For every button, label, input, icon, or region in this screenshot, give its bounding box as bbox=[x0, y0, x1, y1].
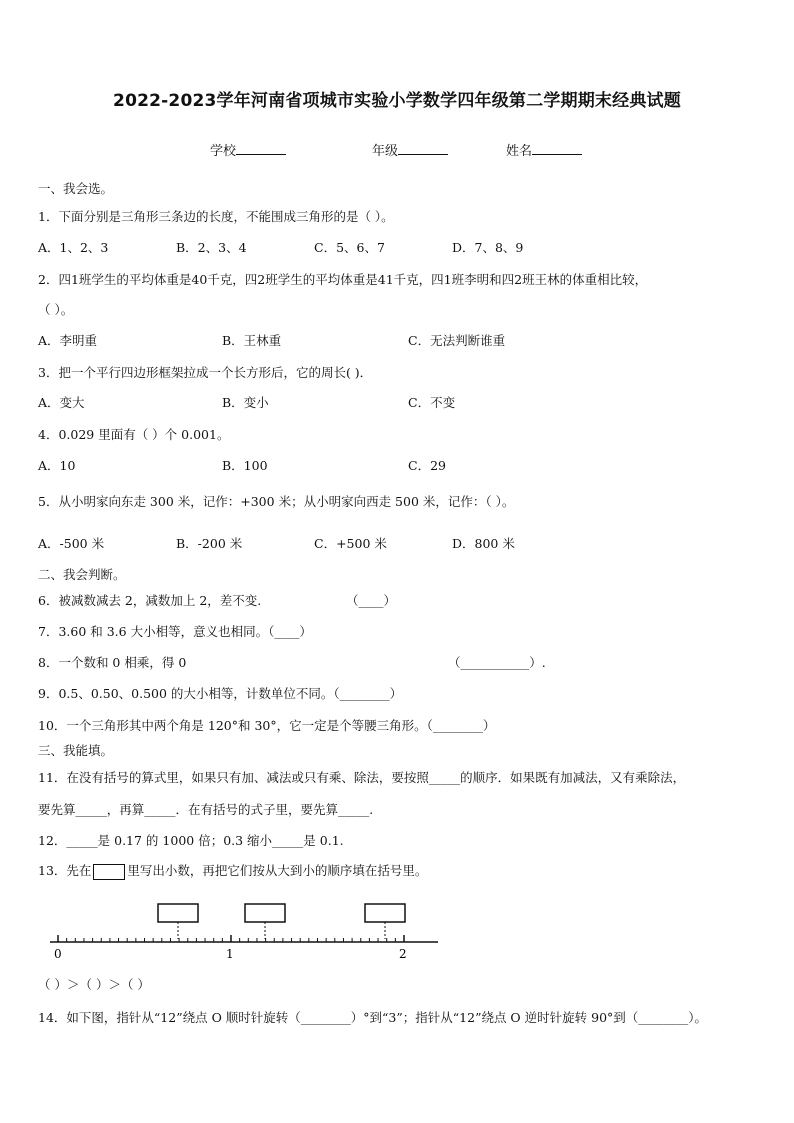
question-3: 3．把一个平行四边形框架拉成一个长方形后，它的周长( )． bbox=[38, 365, 373, 380]
question-6: 6．被减数减去 2，减数加上 2，差不变. bbox=[38, 593, 262, 608]
q1-option-c[interactable]: C．5、6、7 bbox=[314, 240, 385, 255]
q5-option-d[interactable]: D．800 米 bbox=[452, 536, 515, 551]
q3-option-b[interactable]: B．变小 bbox=[222, 395, 269, 410]
q4-option-c[interactable]: C．29 bbox=[408, 458, 446, 473]
grade-blank[interactable] bbox=[398, 141, 448, 155]
q4-option-a[interactable]: A．10 bbox=[38, 458, 76, 473]
number-line bbox=[50, 935, 438, 942]
q2-option-c[interactable]: C．无法判断谁重 bbox=[408, 333, 506, 348]
tick-label-2: 2 bbox=[399, 947, 407, 961]
tick-label-0: 0 bbox=[54, 947, 62, 961]
question-7: 7．3.60 和 3.6 大小相等，意义也相同。（____） bbox=[38, 624, 312, 639]
name-label: 姓名 bbox=[506, 144, 533, 159]
question-14: 14．如下图，指针从“12”绕点 O 顺时针旋转（________）°到“3”；指针从“12”绕点 O 逆时针旋转 90°到（________）。 bbox=[38, 1010, 708, 1025]
school-label: 学校 bbox=[210, 144, 237, 159]
q13-text-pre: 13．先在 bbox=[38, 863, 92, 878]
question-11-line-1: 11．在没有括号的算式里，如果只有加、减法或只有乘、除法，要按照_____的顺序．如果既有加减法，又有乘除法， bbox=[38, 770, 686, 785]
question-2-paren: （ ）。 bbox=[38, 302, 74, 317]
answer-box-3[interactable] bbox=[365, 904, 405, 922]
section-heading-fill: 三、我能填。 bbox=[38, 743, 114, 758]
question-2: 2．四1班学生的平均体重是40千克，四2班学生的平均体重是41千克，四1班李明和四2班王林的体重相比较， bbox=[38, 272, 648, 287]
question-10: 10．一个三角形其中两个角是 120°和 30°，它一定是个等腰三角形。（________） bbox=[38, 718, 496, 733]
q5-option-b[interactable]: B．-200 米 bbox=[176, 536, 243, 551]
q3-option-c[interactable]: C．不变 bbox=[408, 395, 456, 410]
question-9: 9．0.5、0.50、0.500 的大小相等，计数单位不同。（________） bbox=[38, 686, 403, 701]
question-13 bbox=[38, 863, 427, 880]
q6-answer-paren[interactable]: （____） bbox=[346, 593, 397, 608]
question-4: 4．0.029 里面有（ ）个 0.001。 bbox=[38, 427, 230, 442]
q1-option-b[interactable]: B．2、3、4 bbox=[176, 240, 247, 255]
answer-box-2[interactable] bbox=[245, 904, 285, 922]
q1-option-d[interactable]: D．7、8、9 bbox=[452, 240, 524, 255]
inline-answer-box bbox=[93, 864, 125, 880]
q1-option-a[interactable]: A．1、2、3 bbox=[38, 240, 109, 255]
q13-text-post: 里写出小数，再把它们按从大到小的顺序填在括号里。 bbox=[127, 863, 428, 878]
question-8: 8．一个数和 0 相乘，得 0 bbox=[38, 655, 187, 670]
section-heading-judge: 二、我会判断。 bbox=[38, 567, 126, 582]
page-title: 2022-2023学年河南省项城市实验小学数学四年级第二学期期末经典试题 bbox=[113, 91, 681, 111]
grade-label: 年级 bbox=[372, 144, 399, 159]
q5-option-c[interactable]: C．+500 米 bbox=[314, 536, 387, 551]
q3-option-a[interactable]: A．变大 bbox=[38, 395, 85, 410]
q2-option-b[interactable]: B．王林重 bbox=[222, 333, 282, 348]
name-field bbox=[506, 140, 582, 159]
q5-option-a[interactable]: A．-500 米 bbox=[38, 536, 105, 551]
question-5: 5．从小明家向东走 300 米，记作：+300 米；从小明家向西走 500 米，记作：（ ）。 bbox=[38, 494, 515, 509]
number-line-figure bbox=[0, 895, 480, 965]
tick-label-1: 1 bbox=[226, 947, 234, 961]
section-heading-choose: 一、我会选。 bbox=[38, 181, 114, 196]
name-blank[interactable] bbox=[532, 141, 582, 155]
q2-option-a[interactable]: A．李明重 bbox=[38, 333, 98, 348]
school-field bbox=[210, 140, 286, 159]
q13-order-parens[interactable]: （ ）＞（ ）＞（ ） bbox=[38, 977, 150, 992]
school-blank[interactable] bbox=[236, 141, 286, 155]
question-12: 12．_____是 0.17 的 1000 倍；0.3 缩小_____是 0.1. bbox=[38, 833, 344, 848]
answer-box-1[interactable] bbox=[158, 904, 198, 922]
question-11-line-2: 要先算_____，再算_____．在有括号的式子里，要先算_____. bbox=[38, 802, 374, 817]
grade-field bbox=[372, 140, 448, 159]
question-1: 1．下面分别是三角形三条边的长度，不能围成三角形的是（ ）。 bbox=[38, 209, 394, 224]
q8-answer-paren[interactable]: （___________）. bbox=[448, 655, 546, 670]
q4-option-b[interactable]: B．100 bbox=[222, 458, 268, 473]
